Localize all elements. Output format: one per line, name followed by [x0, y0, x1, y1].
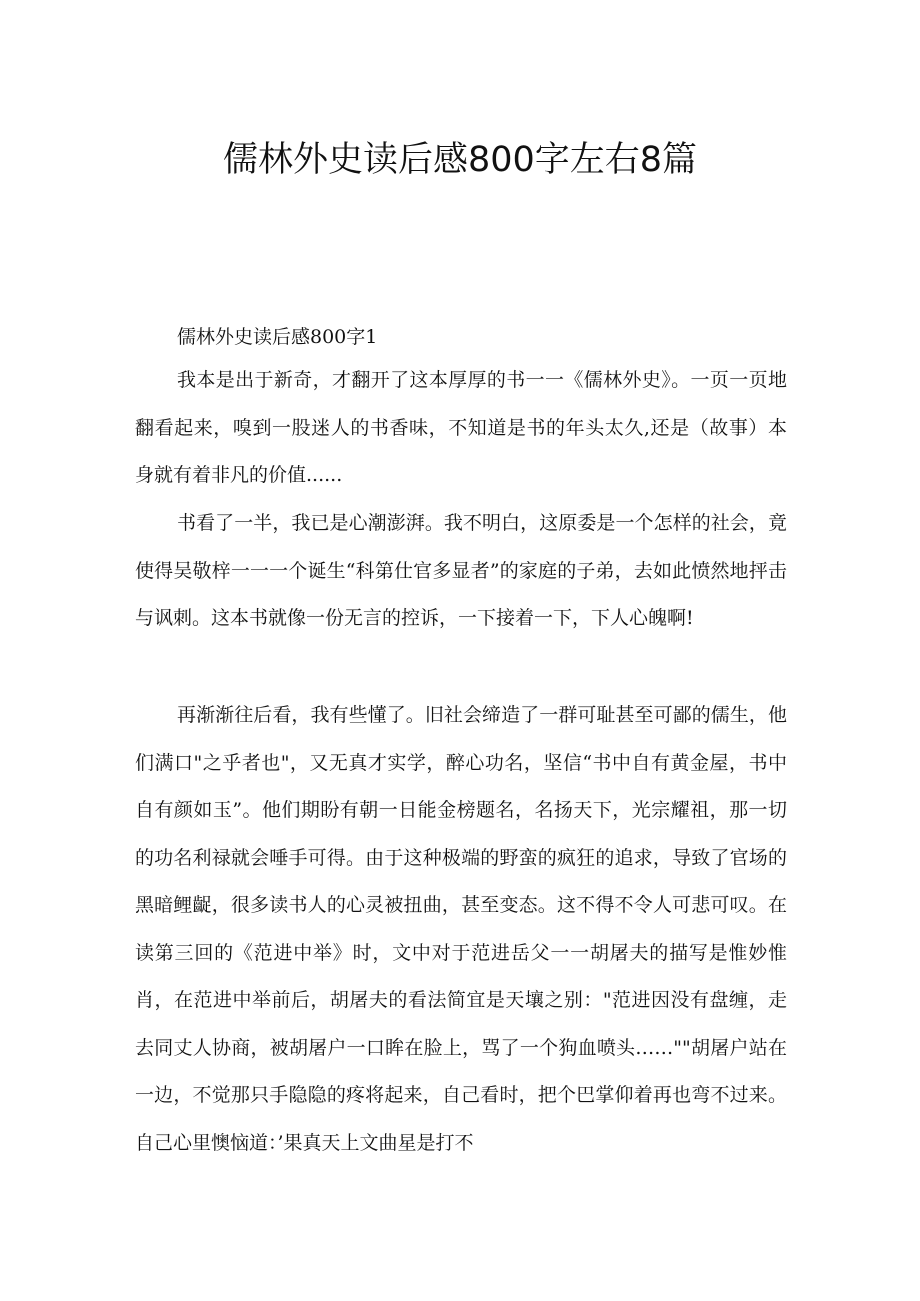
- paragraph-1: 我本是出于新奇，才翻开了这本厚厚的书一一《儒林外史》。一页一页地翻看起来，嗅到一股迷人的书香味，不知道是书的年头太久,还是（故事）本身就有着非凡的价值......: [135, 369, 787, 486]
- paragraph-2: 书看了一半，我已是心潮澎湃。我不明白，这原委是一个怎样的社会，竟使得吴敬梓一一一个诞生“科第仕官多显者”的家庭的子弟，去如此愤然地抨击与讽刺。这本书就像一份无言的控诉，一下接着一下，下人心魄啊!: [135, 512, 787, 629]
- section-subtitle: 儒林外史读后感800字1: [177, 326, 378, 348]
- paragraph-3: 再渐渐往后看，我有些懂了。旧社会缔造了一群可耻甚至可鄙的儒生，他们满口"之乎者也"，又无真才实学，醉心功名，坚信“书中自有黄金屋，书中自有颜如玉”。他们期盼有朝一日能金榜题名，名扬天下，光宗耀祖，那一切的功名利禄就会唾手可得。由于这种极端的野蛮的疯狂的追求，导致了官场的黑暗鲤齪，很多读书人的心灵被扭曲，甚至变态。这不得不令人可悲可叹。在读第三回的《范进中举》时，文中对于范进岳父一一胡屠夫的描写是惟妙惟肖，在范进中举前后，胡屠夫的看法简宜是天壤之别："范进因没有盘缠，走去同丈人协商，被胡屠户一口眸在脸上，骂了一个狗血喷头……""胡屠户站在一边，不觉那只手隐隐的疼将起来，自己看时，把个巴掌仰着再也弯不过来。自己心里懊恼道：’果真天上文曲星是打不: [135, 704, 787, 1154]
- document-title: 儒林外史读后感800字左右8篇: [222, 140, 698, 180]
